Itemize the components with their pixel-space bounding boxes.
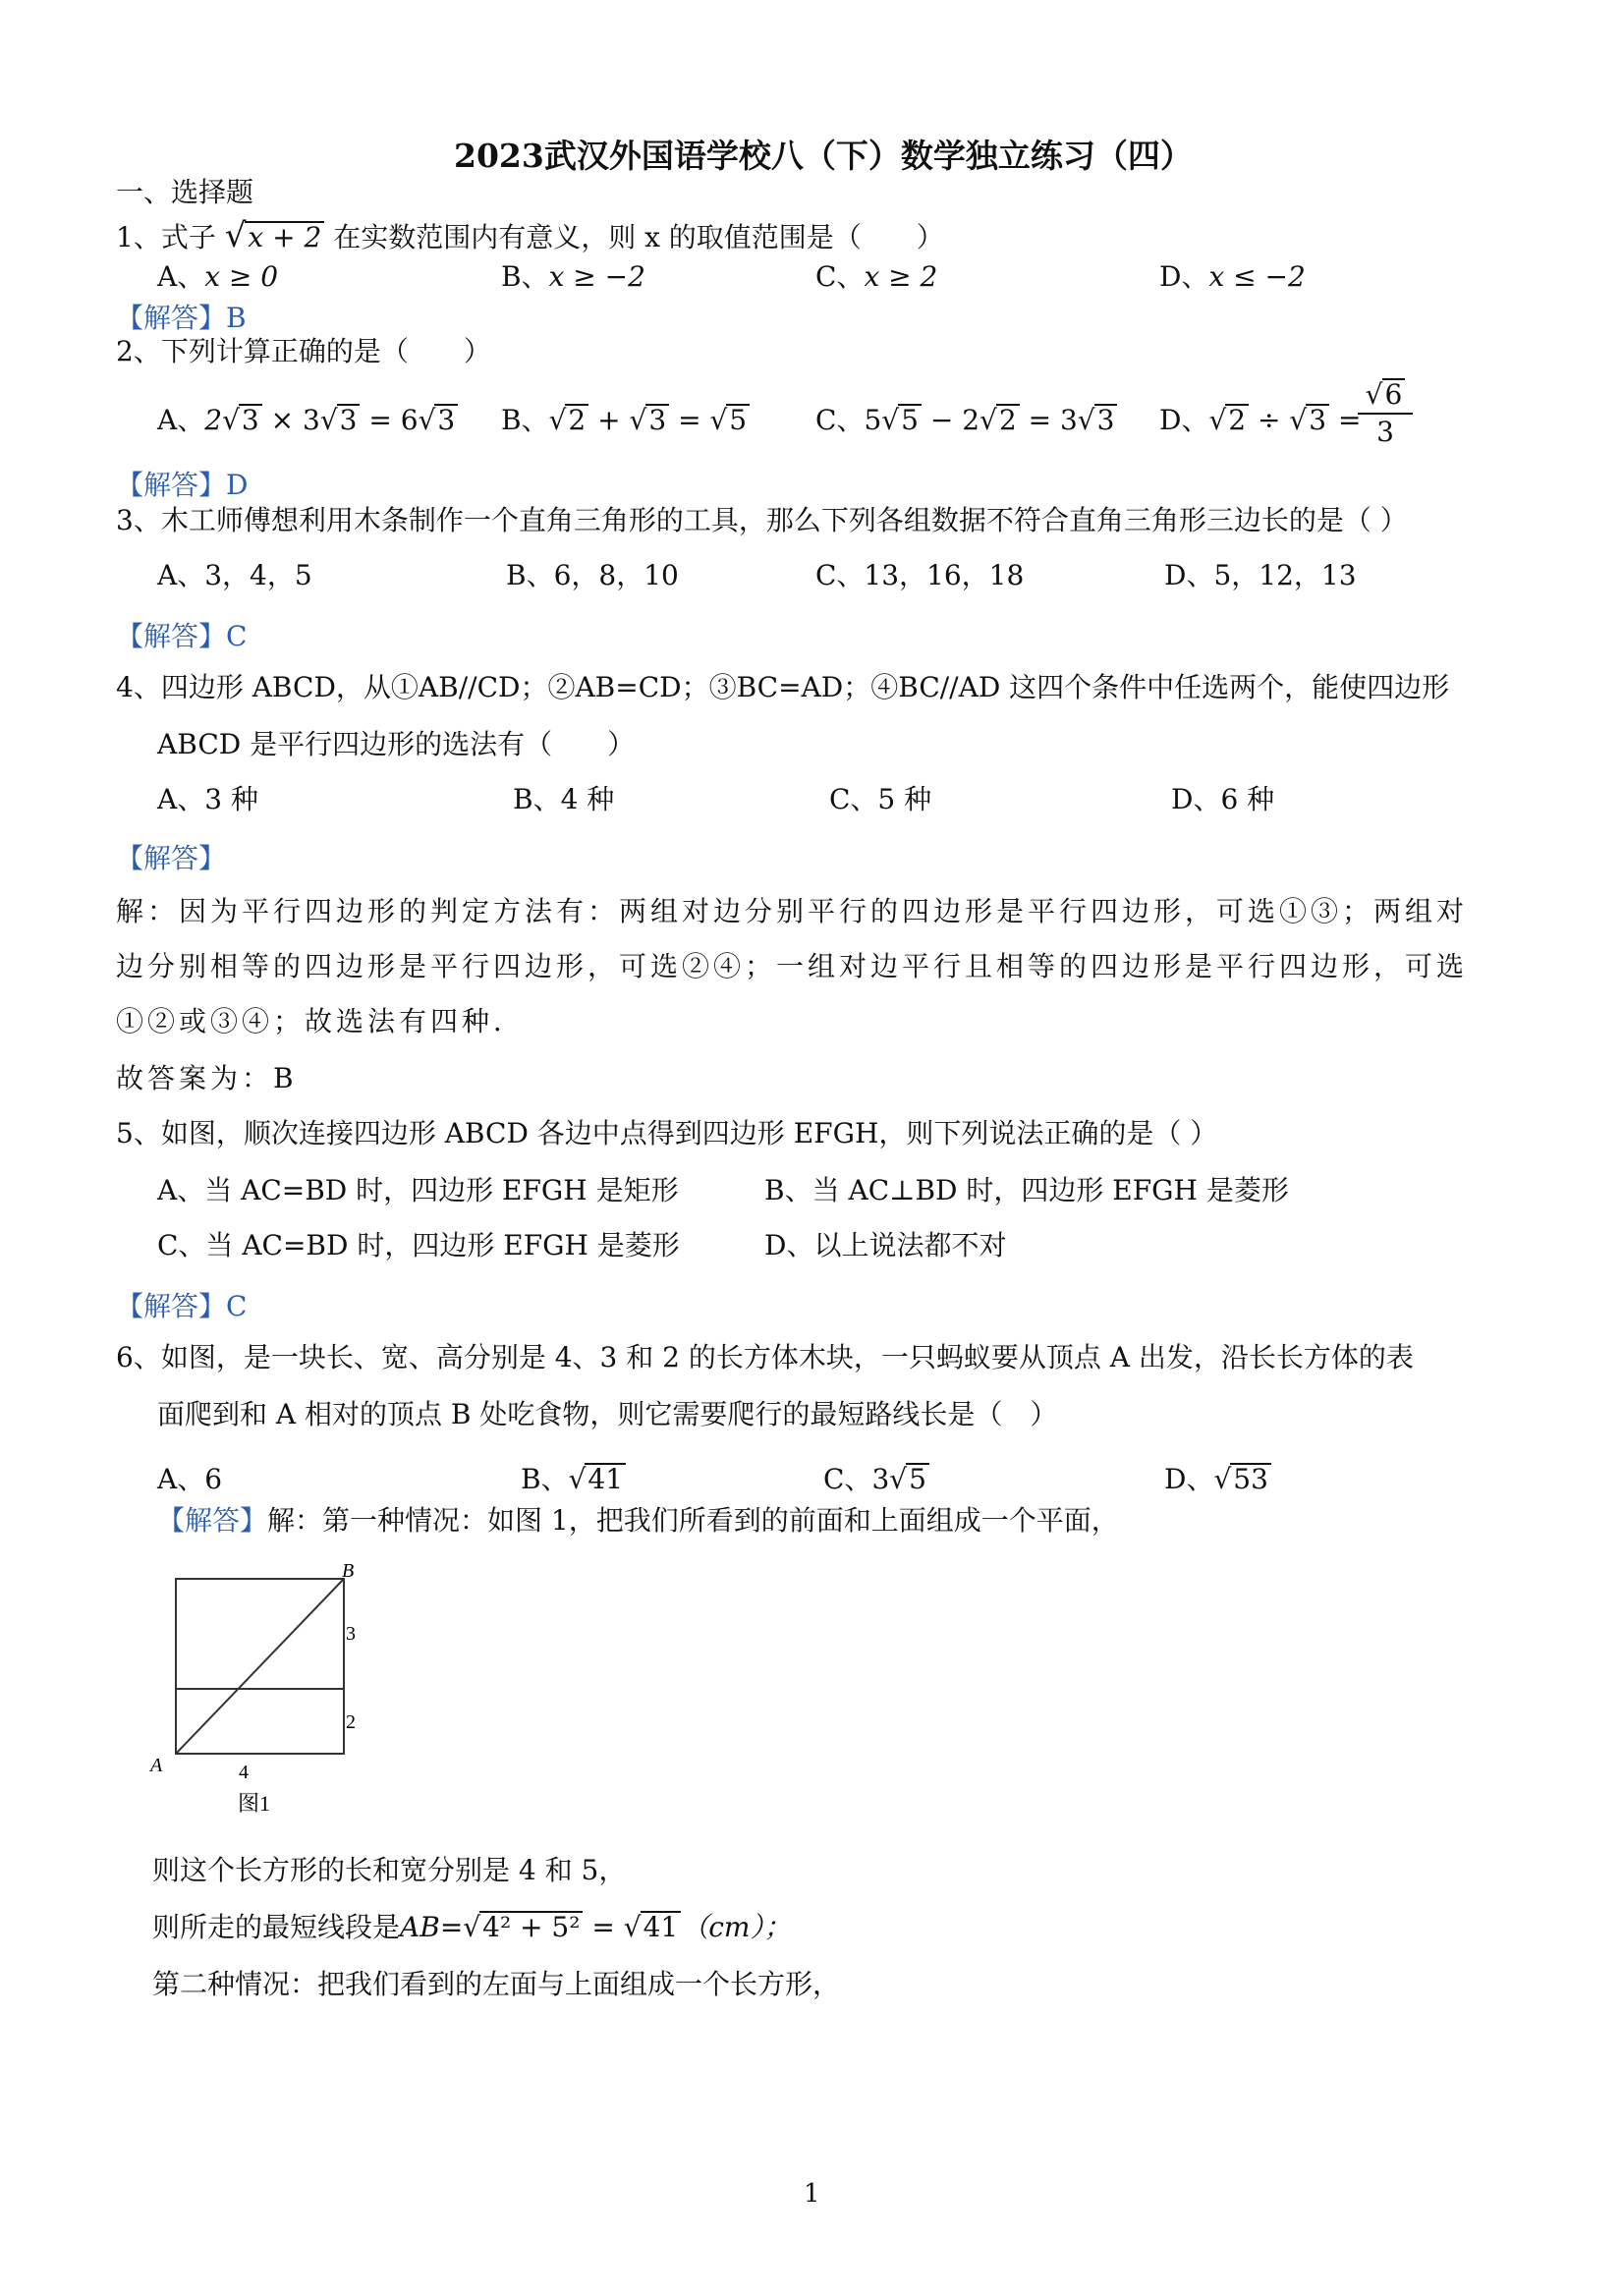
q1-option-b: B、x ≥ −2 — [501, 260, 645, 293]
q6-solution-line1: 则这个长方形的长和宽分别是 4 和 5， — [152, 1854, 627, 1886]
q2-d-fraction: √6 3 — [1358, 377, 1413, 450]
q6-solution-line3: 第二种情况：把我们看到的左面与上面组成一个长方形， — [152, 1968, 841, 2000]
q1-option-a: A、x ≥ 0 — [157, 260, 279, 293]
q5-option-d: D、以上说法都不对 — [764, 1229, 1007, 1261]
q4-solution-line2: 边分别相等的四边形是平行四边形，可选②④；一组对边平行且相等的四边形是平行四边形，可选 — [116, 950, 1469, 982]
q2-option-a: A、2√3 × 3√3 = 6√3 — [157, 403, 458, 438]
question-4-stem-line2: ABCD 是平行四边形的选法有（ ） — [157, 728, 636, 760]
figure-1-diagram — [147, 1557, 373, 1827]
q5-answer: 【解答】C — [116, 1290, 248, 1322]
q5-option-c: C、当 AC=BD 时，四边形 EFGH 是菱形 — [157, 1229, 680, 1261]
figure-label-3: 3 — [346, 1623, 356, 1645]
q2-answer: 【解答】D — [116, 469, 249, 501]
figure-label-4: 4 — [239, 1762, 249, 1783]
q4-answer-tag: 【解答】 — [116, 842, 227, 874]
q3-option-d: D、5，12，13 — [1164, 559, 1357, 591]
figure-label-b: B — [342, 1560, 355, 1582]
question-6-stem-line1: 6、如图，是一块长、宽、高分别是 4、3 和 2 的长方体木块，一只蚂蚁要从顶点 A 出发，沿长长方体的表 — [116, 1341, 1414, 1373]
q2-option-d: D、√2 ÷ √3 = — [1159, 404, 1362, 436]
figure-diagonal-ab — [176, 1579, 344, 1754]
q3-option-b: B、6，8，10 — [506, 559, 679, 591]
page-title: 2023武汉外国语学校八（下）数学独立练习（四） — [454, 137, 1193, 175]
q1-option-c: C、x ≥ 2 — [815, 260, 938, 293]
q4-option-a: A、3 种 — [157, 783, 258, 815]
q6-solution-intro: 【解答】解：第一种情况：如图 1，把我们所看到的前面和上面组成一个平面， — [157, 1504, 1119, 1537]
q2-option-c: C、5√5 − 2√2 = 3√3 — [815, 403, 1117, 438]
q6-option-d: D、√53 — [1164, 1462, 1271, 1497]
q4-final-answer: 故答案为：B — [116, 1062, 298, 1094]
q3-answer: 【解答】C — [116, 620, 248, 652]
q1-radicand: x + 2 — [245, 221, 324, 252]
q2-option-b: B、√2 + √3 = √5 — [501, 403, 750, 438]
question-1-stem: 1、式子 √x + 2 在实数范围内有意义，则 x 的取值范围是（ ） — [116, 216, 944, 255]
q4-option-b: B、4 种 — [513, 783, 615, 815]
q1-option-d: D、x ≤ −2 — [1159, 260, 1306, 293]
question-4-stem-line1: 4、四边形 ABCD，从①AB//CD；②AB=CD；③BC=AD；④BC//AD 这四个条件中任选两个，能使四边形 — [116, 671, 1450, 703]
q4-option-c: C、5 种 — [829, 783, 932, 815]
q5-option-b: B、当 AC⊥BD 时，四边形 EFGH 是菱形 — [764, 1174, 1289, 1206]
q6-option-c: C、3√5 — [823, 1462, 929, 1497]
question-2-stem: 2、下列计算正确的是（ ） — [116, 335, 491, 367]
question-3-stem: 3、木工师傅想利用木条制作一个直角三角形的工具，那么下列各组数据不符合直角三角形三边长的是（ ） — [116, 504, 1408, 536]
q6-solution-line2: 则所走的最短线段是AB=√4² + 5² = √41 （cm）； — [152, 1911, 792, 1943]
q3-option-c: C、13，16，18 — [815, 559, 1025, 591]
q5-option-a: A、当 AC=BD 时，四边形 EFGH 是矩形 — [157, 1174, 679, 1206]
figure-caption: 图1 — [238, 1791, 271, 1816]
q3-option-a: A、3，4，5 — [157, 559, 312, 591]
figure-label-2: 2 — [346, 1711, 356, 1733]
figure-label-a: A — [150, 1755, 163, 1776]
question-6-stem-line2: 面爬到和 A 相对的顶点 B 处吃食物，则它需要爬行的最短路线长是（ ） — [157, 1398, 1058, 1430]
radical-sign: √ — [224, 216, 247, 255]
q1-answer: 【解答】B — [116, 302, 247, 334]
q4-solution-line1: 解：因为平行四边形的判定方法有：两组对边分别平行的四边形是平行四边形，可选①③；两组对 — [116, 895, 1469, 927]
question-5-stem: 5、如图，顺次连接四边形 ABCD 各边中点得到四边形 EFGH，则下列说法正确的是（ ） — [116, 1117, 1218, 1149]
q4-option-d: D、6 种 — [1171, 783, 1275, 815]
q4-solution-line3: ①②或③④；故选法有四种． — [116, 1005, 526, 1037]
section-heading: 一、选择题 — [116, 176, 254, 208]
page-number: 1 — [804, 2179, 820, 2209]
q6-option-a: A、6 — [157, 1463, 223, 1495]
q6-option-b: B、√41 — [521, 1462, 626, 1497]
